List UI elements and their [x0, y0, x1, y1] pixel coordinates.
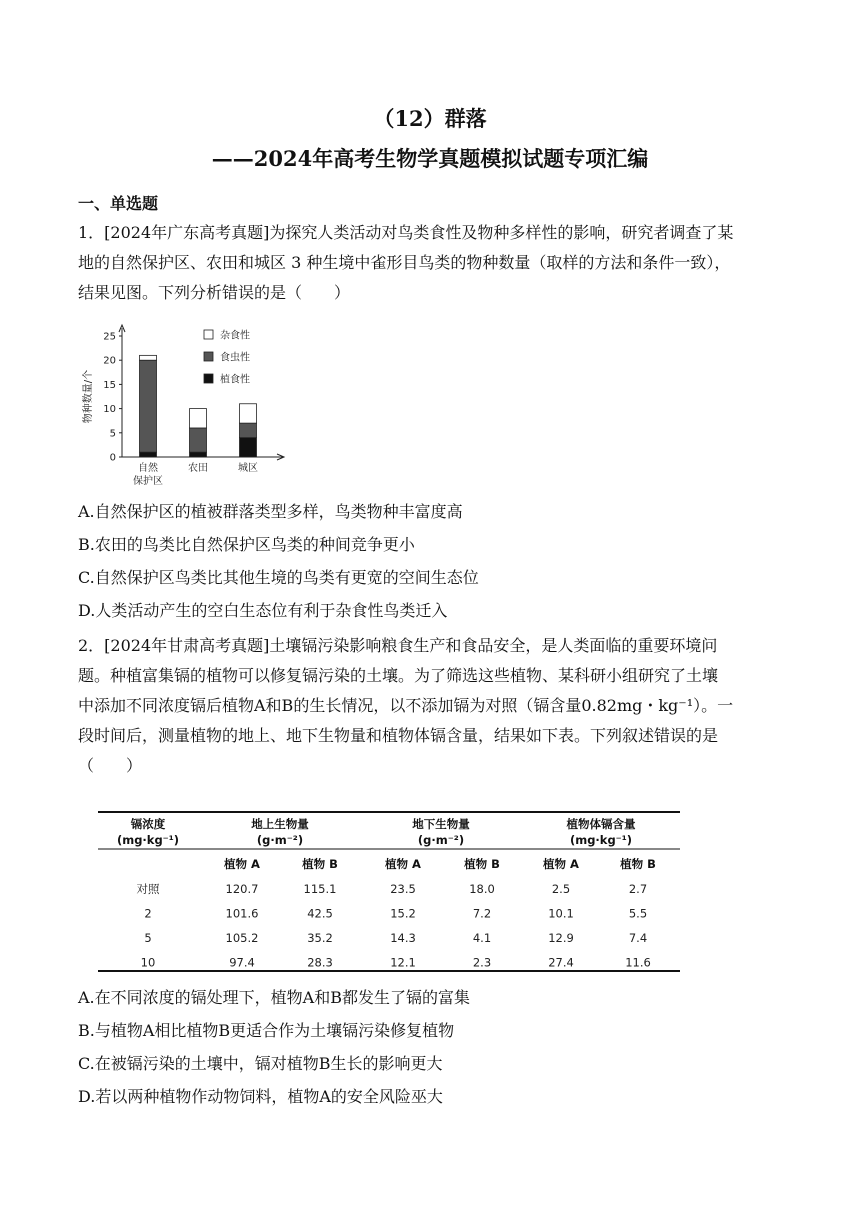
- stacked-bar-chart: [78, 322, 298, 490]
- table-group-unit: (mg·kg⁻¹): [569, 833, 633, 847]
- cadmium-data-table: [98, 810, 680, 974]
- bar-segment: [140, 452, 157, 457]
- table-subheader: 植物 A: [385, 857, 421, 871]
- question-1-line: 地的自然保护区、农田和城区 3 种生境中雀形目鸟类的物种数量（取样的方法和条件一致），: [78, 253, 731, 272]
- table-cell: 97.4: [229, 955, 255, 970]
- question-2-line: （ ）: [78, 756, 143, 775]
- y-tick-label: 15: [103, 379, 116, 391]
- table-cell: 101.6: [225, 906, 259, 921]
- question-2-line: 2．[2024年甘肃高考真题]土壤镉污染影响粮食生产和食品安全，是人类面临的重要环境问: [78, 636, 718, 655]
- table-cell: 4.1: [472, 931, 492, 945]
- legend-label: 植食性: [220, 374, 250, 386]
- legend-swatch: [204, 374, 213, 383]
- table-cell: 5.5: [628, 906, 648, 921]
- table-header-label: 镉浓度: [130, 817, 166, 831]
- table-cell: 7.2: [472, 906, 492, 921]
- bar-segment: [240, 438, 257, 457]
- question-2-option-c[interactable]: C.在被镉污染的土壤中，镉对植物B生长的影响更大: [78, 1054, 443, 1073]
- table-cell: 12.1: [390, 955, 416, 970]
- bar-segment: [140, 355, 157, 360]
- table-subheader: 植物 A: [543, 857, 579, 871]
- x-category-label: 保护区: [133, 476, 163, 487]
- y-tick-label: 25: [103, 331, 116, 343]
- table-subheader: 植物 A: [224, 857, 260, 871]
- bar-segment: [190, 452, 207, 457]
- y-tick-label: 0: [109, 452, 116, 464]
- table-cell: 42.5: [307, 906, 333, 921]
- table-subheader: 植物 B: [620, 857, 656, 871]
- table-cell: 2.3: [472, 955, 492, 970]
- table-cell: 28.3: [307, 955, 333, 970]
- bar-segment: [240, 423, 257, 438]
- question-2-line: 中添加不同浓度镉后植物A和B的生长情况，以不添加镉为对照（镉含量0.82mg・kg⁻¹）。一: [78, 696, 734, 715]
- table-cell: 120.7: [225, 882, 259, 896]
- question-2-line: 段时间后，测量植物的地上、地下生物量和植物体镉含量，结果如下表。下列叙述错误的是: [78, 726, 719, 745]
- section-heading: 一、单选题: [78, 194, 159, 213]
- question-2-option-a[interactable]: A.在不同浓度的镉处理下，植物A和B都发生了镉的富集: [78, 988, 470, 1007]
- y-axis-label: 物种数量/个: [83, 369, 94, 424]
- x-category-label: 自然: [138, 463, 158, 474]
- y-tick-label: 10: [103, 404, 116, 416]
- table-cell: 2.7: [628, 882, 648, 896]
- bar-segment: [140, 360, 157, 452]
- table-subheader: 植物 B: [464, 857, 500, 871]
- table-row-label: 对照: [136, 882, 160, 896]
- question-1-option-a[interactable]: A.自然保护区的植被群落类型多样，鸟类物种丰富度高: [78, 502, 463, 521]
- table-header-unit: (mg·kg⁻¹): [116, 833, 180, 847]
- bar-segment: [190, 428, 207, 452]
- table-group-unit: (g·m⁻²): [256, 833, 304, 847]
- bar-segment: [240, 404, 257, 423]
- table-row-label: 2: [144, 906, 152, 921]
- table-cell: 12.9: [548, 931, 574, 945]
- x-category-label: 城区: [238, 463, 258, 474]
- table-row-label: 5: [144, 931, 152, 945]
- legend-swatch: [204, 330, 213, 339]
- table-group-label: 地上生物量: [251, 817, 309, 831]
- legend-label: 食虫性: [220, 352, 250, 364]
- question-2-line: 题。种植富集镉的植物可以修复镉污染的土壤。为了筛选这些植物、某科研小组研究了土壤: [78, 666, 719, 685]
- table-cell: 23.5: [390, 882, 416, 896]
- question-1-line: 1．[2024年广东高考真题]为探究人类活动对鸟类食性及物种多样性的影响，研究者调查了某: [78, 223, 734, 242]
- question-1-line: 结果见图。下列分析错误的是（ ）: [78, 283, 351, 302]
- table-cell: 10.1: [548, 906, 574, 921]
- table-cell: 105.2: [225, 931, 259, 945]
- table-group-unit: (g·m⁻²): [417, 833, 465, 847]
- y-tick-label: 5: [109, 428, 116, 440]
- table-cell: 15.2: [390, 906, 416, 921]
- page-subtitle: ——2024年高考生物学真题模拟试题专项汇编: [211, 146, 649, 171]
- question-1-option-d[interactable]: D.人类活动产生的空白生态位有利于杂食性鸟类迁入: [78, 601, 448, 620]
- table-cell: 18.0: [469, 882, 495, 896]
- question-1-option-c[interactable]: C.自然保护区鸟类比其他生境的鸟类有更宽的空间生态位: [78, 568, 479, 587]
- question-2-option-b[interactable]: B.与植物A相比植物B更适合作为土壤镉污染修复植物: [78, 1021, 455, 1040]
- table-cell: 2.5: [551, 882, 571, 896]
- table-cell: 35.2: [307, 931, 333, 945]
- bar-segment: [190, 409, 207, 428]
- table-group-label: 地下生物量: [412, 817, 470, 831]
- legend-label: 杂食性: [220, 330, 250, 342]
- table-row-label: 10: [140, 955, 156, 970]
- page-title: （12）群落: [373, 106, 487, 131]
- question-2-option-d[interactable]: D.若以两种植物作动物饲料，植物A的安全风险巫大: [78, 1087, 443, 1106]
- table-cell: 11.6: [625, 955, 651, 970]
- x-category-label: 农田: [188, 463, 208, 474]
- table-cell: 27.4: [548, 955, 574, 970]
- question-2-stem: [78, 631, 790, 781]
- table-group-label: 植物体镉含量: [566, 817, 636, 831]
- table-subheader: 植物 B: [302, 857, 338, 871]
- question-1-option-b[interactable]: B.农田的鸟类比自然保护区鸟类的种间竞争更小: [78, 535, 415, 554]
- table-cell: 14.3: [390, 931, 416, 945]
- table-cell: 7.4: [628, 931, 648, 945]
- question-1-stem: [78, 218, 790, 308]
- table-cell: 115.1: [303, 882, 337, 896]
- y-tick-label: 20: [103, 355, 116, 367]
- legend-swatch: [204, 352, 213, 361]
